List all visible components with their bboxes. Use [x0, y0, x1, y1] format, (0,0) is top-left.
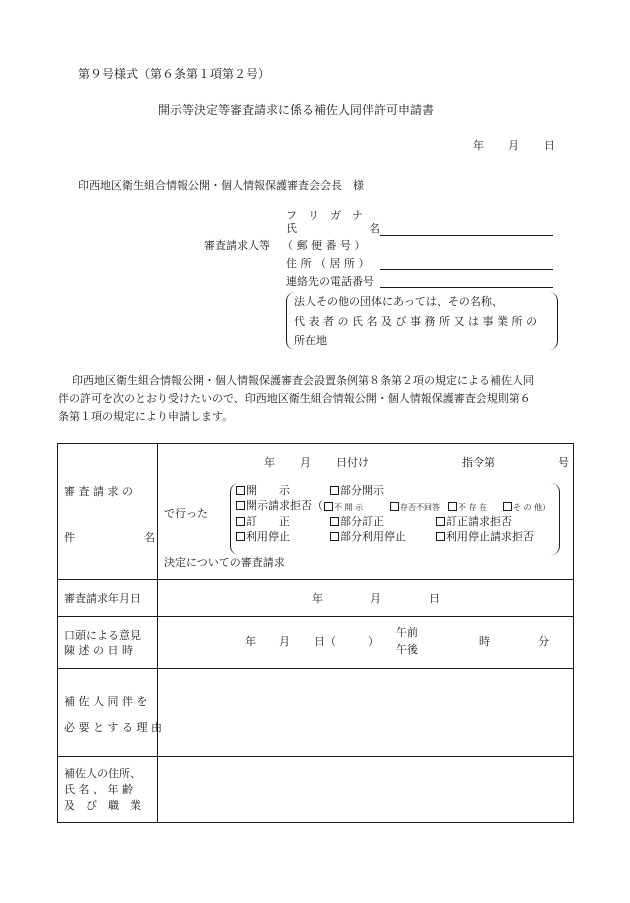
oral-date-day: 日（ [314, 635, 336, 648]
checkbox-nondisclosure[interactable] [324, 502, 333, 511]
oral-date-close-paren: ） [368, 635, 379, 648]
option-suspension-refusal[interactable]: 利用停止請求拒否 [436, 531, 534, 542]
decision-date-year: 年 [264, 456, 275, 469]
checkbox-disclosure[interactable] [236, 486, 245, 495]
case-name-label-cell [58, 444, 158, 580]
date-month-label: 月 [508, 139, 519, 152]
oral-statement-label-top: 口頭による意見 [64, 629, 141, 642]
option-partial-disclosure[interactable]: 部分開示 [330, 485, 384, 496]
page-title: 開示等決定等審査請求に係る補佐人同伴許可申請書 [158, 103, 435, 117]
request-date-label-cell [58, 580, 158, 617]
option-partial-correction[interactable]: 部分訂正 [330, 516, 384, 527]
checkbox-partial-suspension[interactable] [330, 532, 339, 541]
case-name-label-bottom-left: 件 [64, 531, 75, 544]
addressee: 印西地区衛生組合情報公開・個人情報保護審査会会長 様 [78, 179, 364, 192]
phone-label: 連絡先の電話番号 [286, 275, 374, 288]
assistant-info-content-cell[interactable] [158, 757, 574, 823]
checkbox-suspension-refusal[interactable] [436, 532, 445, 541]
request-date-day: 日 [429, 592, 440, 605]
option-correction-refusal[interactable]: 訂正請求拒否 [436, 516, 512, 527]
oral-time-pm: 午後 [396, 643, 418, 656]
decision-date-suffix: 日付け [336, 456, 369, 469]
assistant-info-label-line1: 補佐人の住所、 [64, 767, 141, 780]
decision-footer: 決定についての審査請求 [164, 556, 285, 569]
row-reason [58, 669, 574, 757]
checkbox-correction[interactable] [236, 517, 245, 526]
performed-label: で行った [164, 507, 208, 520]
assistant-info-label-line3: 及 び 職 業 [64, 799, 141, 812]
reference-suffix: 号 [558, 456, 569, 469]
name-label-right: 名 [369, 222, 380, 235]
reason-label-top: 補 佐 人 同 伴 を [64, 695, 148, 708]
oral-statement-content-cell[interactable] [158, 617, 574, 669]
case-name-label-top: 審 査 請 求 の [64, 485, 133, 498]
checkbox-no-existence-answer[interactable] [390, 502, 399, 511]
oral-date-year: 年 [245, 635, 256, 648]
reference-prefix: 指令第 [462, 456, 495, 469]
assistant-info-label-line2: 氏 名 、 年 齢 [64, 783, 133, 796]
furigana-label: フ リ ガ ナ [286, 209, 363, 222]
checkbox-nonexistent[interactable] [448, 502, 457, 511]
application-table [57, 443, 574, 823]
option-partial-suspension[interactable]: 部分利用停止 [330, 531, 406, 542]
name-label-left: 氏 [286, 222, 297, 235]
request-date-month: 月 [370, 592, 381, 605]
assistant-info-label-cell [58, 757, 158, 823]
reason-content-cell[interactable] [158, 669, 574, 757]
oral-time-am: 午前 [396, 626, 418, 639]
postal-code-label: （ 郵 便 番 号 ） [282, 239, 366, 252]
row-case-name [58, 444, 574, 580]
checkbox-partial-correction[interactable] [330, 517, 339, 526]
row-request-date [58, 580, 574, 617]
oral-statement-label-bottom: 陳 述 の 日 時 [64, 644, 133, 657]
body-text-line3: 条第１項の規定により申請します。 [58, 410, 234, 423]
body-text-line1: 印西地区衛生組合情報公開・個人情報保護審査会設置条例第８条第２項の規定による補佐人同 [72, 374, 534, 387]
option-disclosure-refusal[interactable]: 開示請求拒否（ [236, 500, 323, 511]
option-suspension[interactable]: 利用停止 [236, 531, 290, 542]
reason-label-bottom: 必 要 と す る 理 由 [64, 721, 162, 734]
checkbox-other[interactable] [503, 502, 512, 511]
corporate-note-line2: 代 表 者 の 氏 名 及 び 事 務 所 又 は 事 業 所 の [294, 315, 537, 328]
date-year-label: 年 [473, 139, 484, 152]
sub-option-nonexistent[interactable]: 不 存 在 [448, 501, 487, 512]
option-correction[interactable]: 訂 正 [236, 516, 290, 527]
case-name-content-cell[interactable] [158, 444, 574, 580]
oral-time-minute: 分 [538, 635, 549, 648]
corporate-note-line3: 所在地 [294, 334, 327, 347]
sub-option-nondisclosure[interactable]: 不 開 示 [324, 501, 363, 512]
row-oral-statement [58, 617, 574, 669]
sub-option-no-existence-answer[interactable]: 存否不回答 [390, 501, 440, 512]
phone-field-line[interactable] [380, 287, 553, 288]
row-assistant-info [58, 757, 574, 823]
date-day-label: 日 [544, 139, 555, 152]
checkbox-disclosure-refusal[interactable] [236, 501, 245, 510]
checkbox-correction-refusal[interactable] [436, 517, 445, 526]
case-name-label-bottom-right: 名 [144, 531, 155, 544]
address-label: 住 所 （ 居 所 ） [286, 257, 370, 270]
body-text-line2: 伴の許可を次のとおり受けたいので、印西地区衛生組合情報公開・個人情報保護審査会規則第６ [58, 392, 531, 405]
oral-statement-label-cell [58, 617, 158, 669]
corporate-note-line1: 法人その他の団体にあっては、その名称、 [294, 295, 503, 308]
name-field-line[interactable] [380, 235, 553, 236]
address-field-line[interactable] [380, 269, 553, 270]
option-disclosure[interactable]: 開 示 [236, 485, 290, 496]
request-date-label: 審査請求年月日 [64, 592, 141, 605]
reason-label-cell [58, 669, 162, 757]
oral-date-month: 月 [279, 635, 290, 648]
applicant-label: 審査請求人等 [204, 239, 270, 252]
decision-date-month: 月 [300, 456, 311, 469]
sub-option-other[interactable]: そ の 他） [503, 501, 550, 512]
request-date-year: 年 [312, 592, 323, 605]
oral-time-hour: 時 [479, 635, 490, 648]
checkbox-suspension[interactable] [236, 532, 245, 541]
request-date-content-cell[interactable] [158, 580, 574, 617]
form-number: 第９号様式（第６条第１項第２号） [78, 67, 271, 81]
checkbox-partial-disclosure[interactable] [330, 486, 339, 495]
